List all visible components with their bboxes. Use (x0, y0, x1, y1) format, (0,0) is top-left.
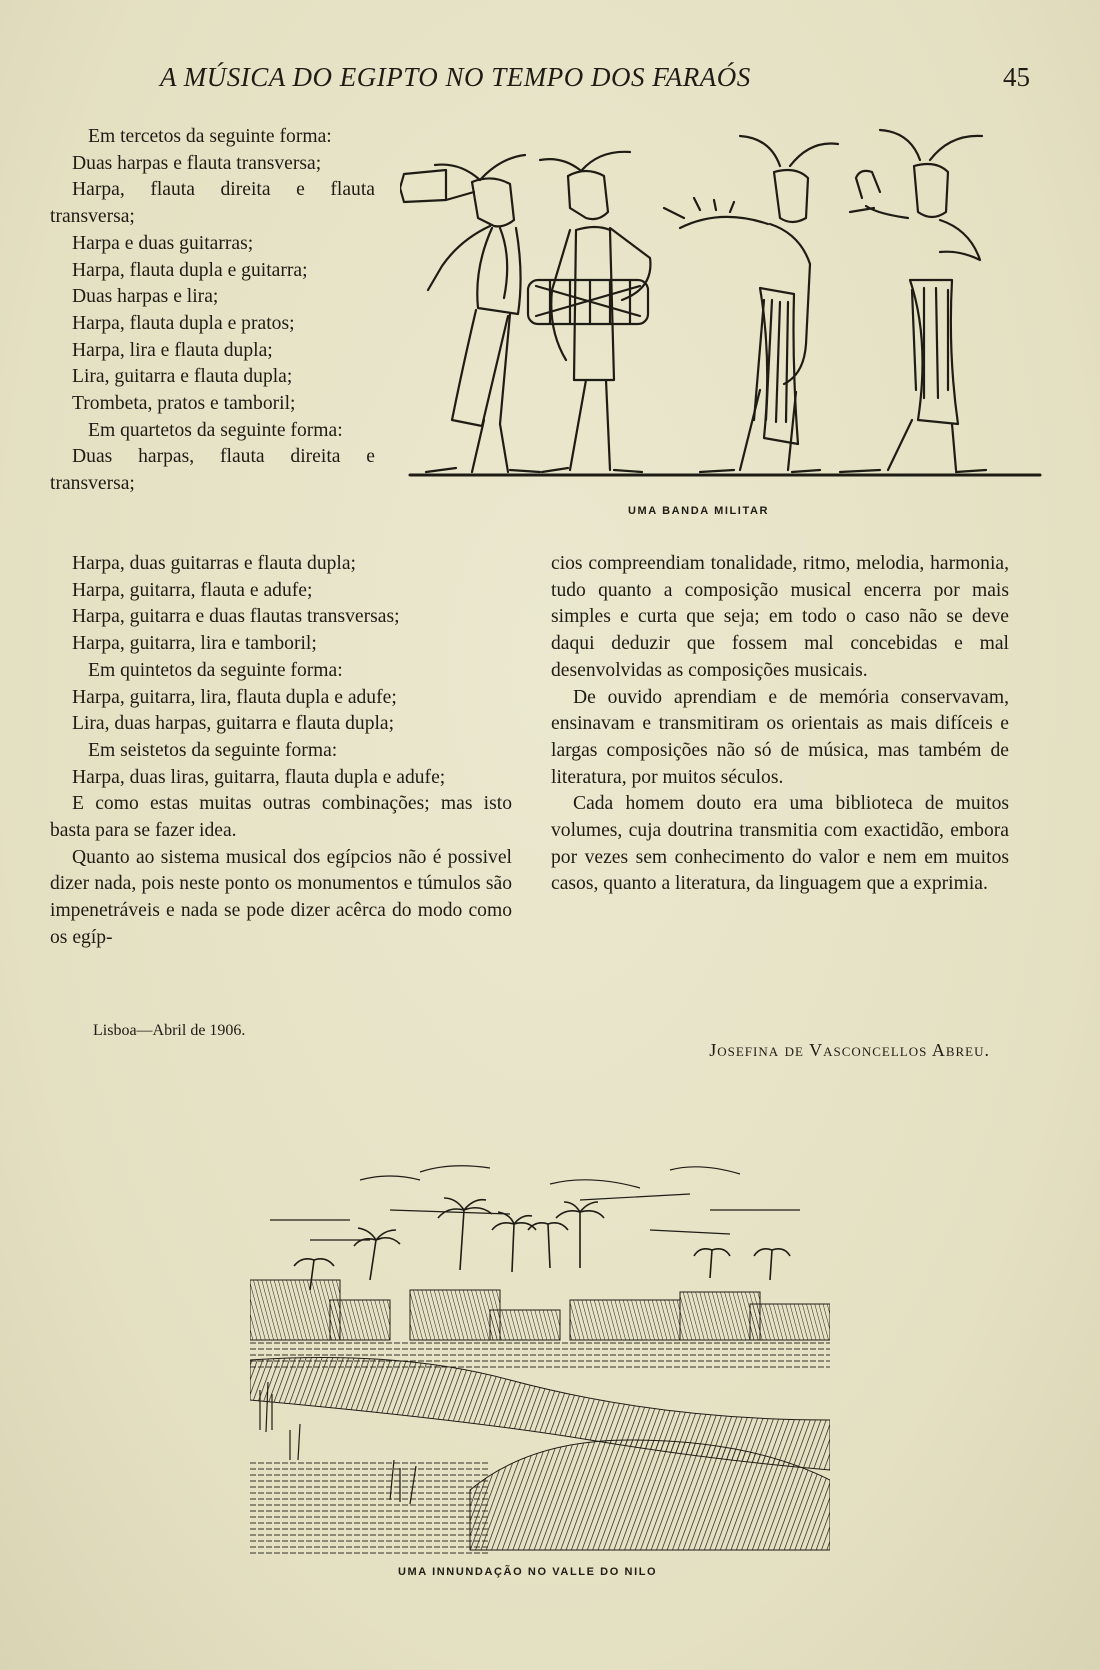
text-line: Harpa, guitarra, lira, flauta dupla e adufe; (72, 686, 397, 708)
text-line: Harpa, guitarra, flauta e adufe; (72, 579, 313, 601)
nile-flood-illustration (250, 1160, 830, 1555)
text-line: E como estas muitas outras combinações; mas isto basta para se fazer idea. (50, 793, 512, 842)
text-line: Harpa, guitarra, lira e tamboril; (72, 633, 317, 655)
text-line: Harpa, duas guitarras e flauta dupla; (72, 553, 356, 574)
text-line: Harpa, flauta dupla e pratos; (72, 312, 295, 334)
text-line: Lira, guitarra e flauta dupla; (72, 366, 293, 388)
text-line: Harpa, flauta direita e flauta transversa; (50, 179, 375, 228)
text-line: Trombeta, pratos e tamboril; (72, 393, 296, 415)
running-head (150, 62, 1050, 102)
text-line: Harpa e duas guitarras; (72, 232, 254, 254)
text-line: Duas harpas e flauta transversa; (72, 152, 322, 174)
text-line: Harpa, flauta dupla e guitarra; (72, 259, 308, 281)
paragraph: De ouvido aprendiam e de memória conservavam, ensinavam e transmitiram os orientais as mais difíceis e largas composições não só de música, mas também de literatura, por muitos séculos. (551, 686, 1009, 788)
page-number: 45 (1003, 62, 1030, 92)
text-line: Duas harpas, flauta direita e transversa; (50, 446, 375, 495)
running-title: A MÚSICA DO EGIPTO NO TEMPO DOS FARAÓS (160, 62, 751, 92)
nile-caption: UMA INNUNDAÇÃO NO VALLE DO NILO (398, 1566, 658, 1578)
dateline: Lisboa—Abril de 1906. (93, 1022, 246, 1039)
text-line: Quanto ao sistema musical dos egípcios não é possivel dizer nada, pois neste ponto os monumentos e túmulos são impenetráveis e nada se pode dizer acêrca do modo como os egíp- (50, 846, 512, 948)
left-column-bottom (50, 551, 512, 952)
text-line: Em tercetos da seguinte forma: (88, 126, 332, 147)
text-line: Em quintetos da seguinte forma: (88, 659, 343, 681)
text-line: Em quartetos da seguinte forma: (88, 419, 343, 441)
paragraph: cios compreendiam tonalidade, ritmo, melodia, harmonia, tudo quanto a composição musical encerra por mais simples e curta que seja; em todo o caso não se deve daqui deduzir que fossem mal concebidas e mal desenvolvidas as composições musicais. (551, 553, 1009, 681)
paragraph: Cada homem douto era uma biblioteca de muitos volumes, cuja doutrina transmitia com exactidão, embora por vezes sem conhecimento do valor e nem em muitos casos, quanto a literatura, da linguagem que a exprimia. (551, 793, 1009, 895)
right-column (551, 551, 1009, 898)
text-line: Lira, duas harpas, guitarra e flauta dupla; (72, 713, 395, 735)
text-line: Harpa, lira e flauta dupla; (72, 339, 273, 361)
text-line: Duas harpas e lira; (72, 286, 219, 308)
author-signature: Josefina de Vasconcellos Abreu. (709, 1040, 990, 1060)
text-line: Harpa, duas liras, guitarra, flauta dupla e adufe; (72, 766, 446, 788)
military-band-illustration (400, 120, 1050, 490)
band-caption: UMA BANDA MILITAR (628, 505, 770, 517)
text-line: Em seistetos da seguinte forma: (88, 739, 338, 761)
left-column-top (50, 124, 375, 498)
text-line: Harpa, guitarra e duas flautas transversas; (72, 606, 400, 628)
